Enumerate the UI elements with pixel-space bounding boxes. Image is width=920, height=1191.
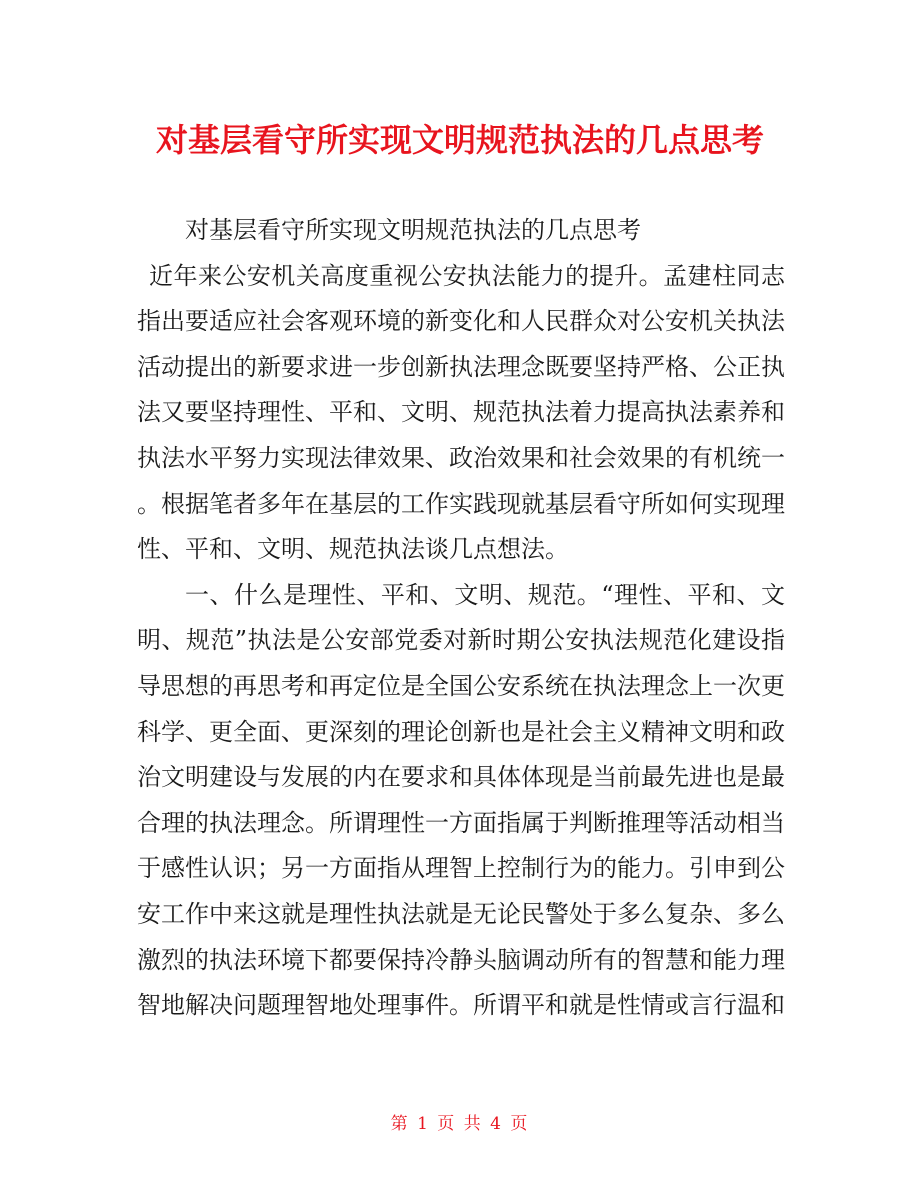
body-line: 执法水平努力实现法律效果、政治效果和社会效果的有机统一 <box>137 443 785 472</box>
body-line: 智地解决问题理智地处理事件。所谓平和就是性情或言行温和 <box>137 991 785 1020</box>
body-line: 指出要适应社会客观环境的新变化和人民群众对公安机关执法 <box>137 307 785 336</box>
body-line: 活动提出的新要求进一步创新执法理念既要坚持严格、公正执 <box>137 352 785 381</box>
body-line: 科学、更全面、更深刻的理论创新也是社会主义精神文明和政 <box>137 717 785 746</box>
body-line: 法又要坚持理性、平和、文明、规范执法着力提高执法素养和 <box>137 398 785 427</box>
body-line: 合理的执法理念。所谓理性一方面指属于判断推理等活动相当 <box>137 808 785 837</box>
body-line: 导思想的再思考和再定位是全国公安系统在执法理念上一次更 <box>137 671 785 700</box>
body-line: 于感性认识；另一方面指从理智上控制行为的能力。引申到公 <box>137 854 785 883</box>
body-line: 安工作中来这就是理性执法就是无论民警处于多么复杂、多么 <box>137 899 785 928</box>
body-line: 。根据笔者多年在基层的工作实践现就基层看守所如何实现理 <box>137 489 785 518</box>
body-line: 明、规范”执法是公安部党委对新时期公安执法规范化建设指 <box>137 626 785 655</box>
body-line: 一、什么是理性、平和、文明、规范。“理性、平和、文 <box>185 580 785 609</box>
document-body <box>137 208 785 1029</box>
body-line: 治文明建设与发展的内在要求和具体体现是当前最先进也是最 <box>137 763 785 792</box>
body-line: 近年来公安机关高度重视公安执法能力的提升。孟建柱同志 <box>149 261 785 290</box>
body-line: 激烈的执法环境下都要保持冷静头脑调动所有的智慧和能力理 <box>137 945 785 974</box>
document-title: 对基层看守所实现文明规范执法的几点思考 <box>155 121 764 159</box>
page-footer: 第 1 页 共 4 页 <box>390 1114 530 1134</box>
body-subtitle-line: 对基层看守所实现文明规范执法的几点思考 <box>185 216 641 244</box>
body-line: 性、平和、文明、规范执法谈几点想法。 <box>137 535 569 564</box>
